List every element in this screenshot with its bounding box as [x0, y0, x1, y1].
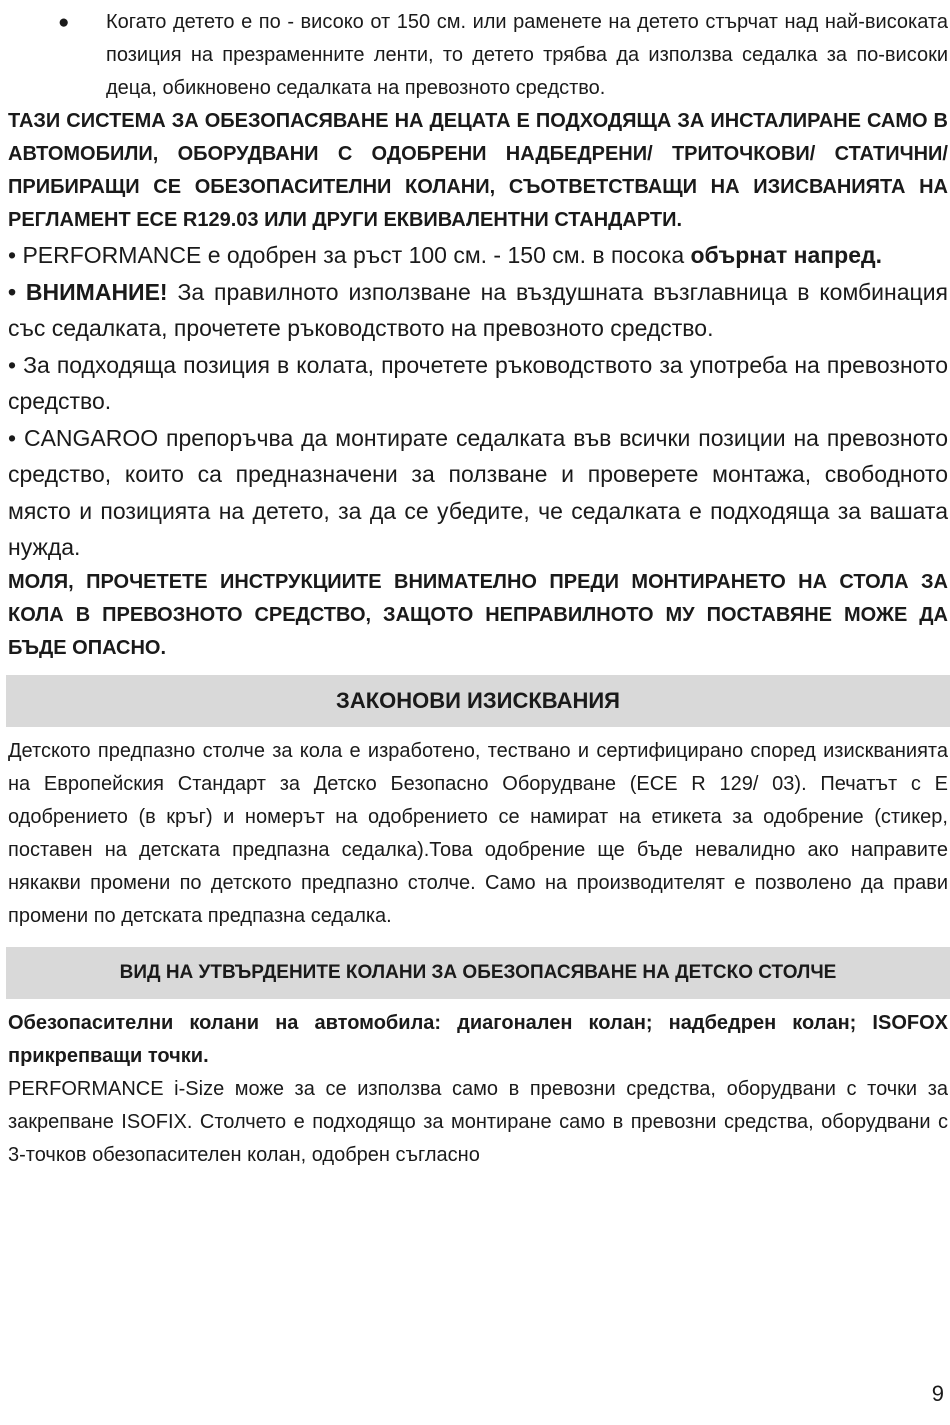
- list-item: [8, 6, 948, 105]
- belts-paragraph: PERFORMANCE i-Size може за се използва само в превозни средства, оборудвани с точки за закрепване ISOFIX. Столчето е подходящо за монтиране само в превозни средства, оборудвани с 3-точков обезопасителен колан, одобрен съгласно: [8, 1077, 948, 1166]
- read-instructions-notice: МОЛЯ, ПРОЧЕТЕТЕ ИНСТРУКЦИИТЕ ВНИМАТЕЛНО ПРЕДИ МОНТИРАНЕТО НА СТОЛА ЗА КОЛА В ПРЕВОЗНОТО СРЕДСТВО, ЗАЩОТО НЕПРАВИЛНОТО МУ ПОСТАВЯНЕ МОЖЕ ДА БЪДЕ ОПАСНО.: [8, 570, 948, 659]
- warning-paragraph: [8, 274, 948, 347]
- section-heading-belts: ВИД НА УТВЪРДЕНИТЕ КОЛАНИ ЗА ОБЕЗОПАСЯВАНЕ НА ДЕТСКО СТОЛЧЕ: [6, 947, 950, 999]
- approval-text: • PERFORMANCE е одобрен за ръст 100 см. - 150 см. в посока: [8, 242, 691, 268]
- section-heading-legal: ЗАКОНОВИ ИЗИСКВАНИЯ: [6, 675, 950, 727]
- bullet-icon: ●: [58, 12, 70, 33]
- system-notice: ТАЗИ СИСТЕМА ЗА ОБЕЗОПАСЯВАНЕ НА ДЕЦАТА Е ПОДХОДЯЩА ЗА ИНСТАЛИРАНЕ САМО В АВТОМОБИЛИ, ОБОРУДВАНИ С ОДОБРЕНИ НАДБЕДРЕНИ/ ТРИТОЧКОВИ/ СТАТИЧНИ/ ПРИБИРАЩИ СЕ ОБЕЗОПАСИТЕЛНИ КОЛАНИ, СЪОТВЕТСТВАЩИ НА ИЗИСВАНИЯТА НА РЕГЛАМЕНТ ECE R129.03 ИЛИ ДРУГИ ЕКВИВАЛЕНТНИ СТАНДАРТИ.: [8, 110, 948, 231]
- approval-paragraph: [8, 237, 948, 274]
- belts-bold-paragraph: Обезопасителни колани на автомобила: диагонален колан; надбедрен колан; ISOFOX прикрепващи точки.: [8, 1011, 948, 1067]
- bullet-text: Когато детето е по - високо от 150 см. или раменете на детето стърчат над най-високата позиция на презраменните ленти, то детето трябва да използва седалка за по-високи деца, обикновено седалката на превозното средство.: [106, 11, 948, 99]
- cangaroo-paragraph: • CANGAROO препоръчва да монтирате седалката във всички позиции на превозното средство, които са предназначени за ползване и проверете монтажа, свободното място и позицията на детето, за да се убедите, че седалката е подходяща за вашата нужда.: [8, 424, 948, 560]
- legal-paragraph: Детското предпазно столче за кола е изработено, тествано и сертифицирано според изискванията на Европейския Стандарт за Детско Безопасно Оборудване (ECE R 129/ 03). Печатът с Е одобрението (в кръг) и номерът на одобрението се намират на етикета за одобрение (стикер, поставен на детската предпазна седалка).Това одобрение ще бъде невалидно ако направите някакви промени по детското предпазно столче. Само на производителят е позволено да прави промени по детската предпазна седалка.: [8, 739, 948, 927]
- position-paragraph: • За подходяща позиция в колата, прочетете ръководството за употреба на превозното средство.: [8, 351, 948, 414]
- warning-text: За правилното използване на въздушната възглавница в комбинация със седалката, прочетете ръководството на превозното средство.: [8, 278, 948, 341]
- approval-direction: обърнат напред.: [690, 242, 883, 268]
- document-page: [8, 6, 948, 1172]
- warning-label: • ВНИМАНИЕ!: [8, 278, 168, 305]
- page-number: 9: [931, 1381, 944, 1406]
